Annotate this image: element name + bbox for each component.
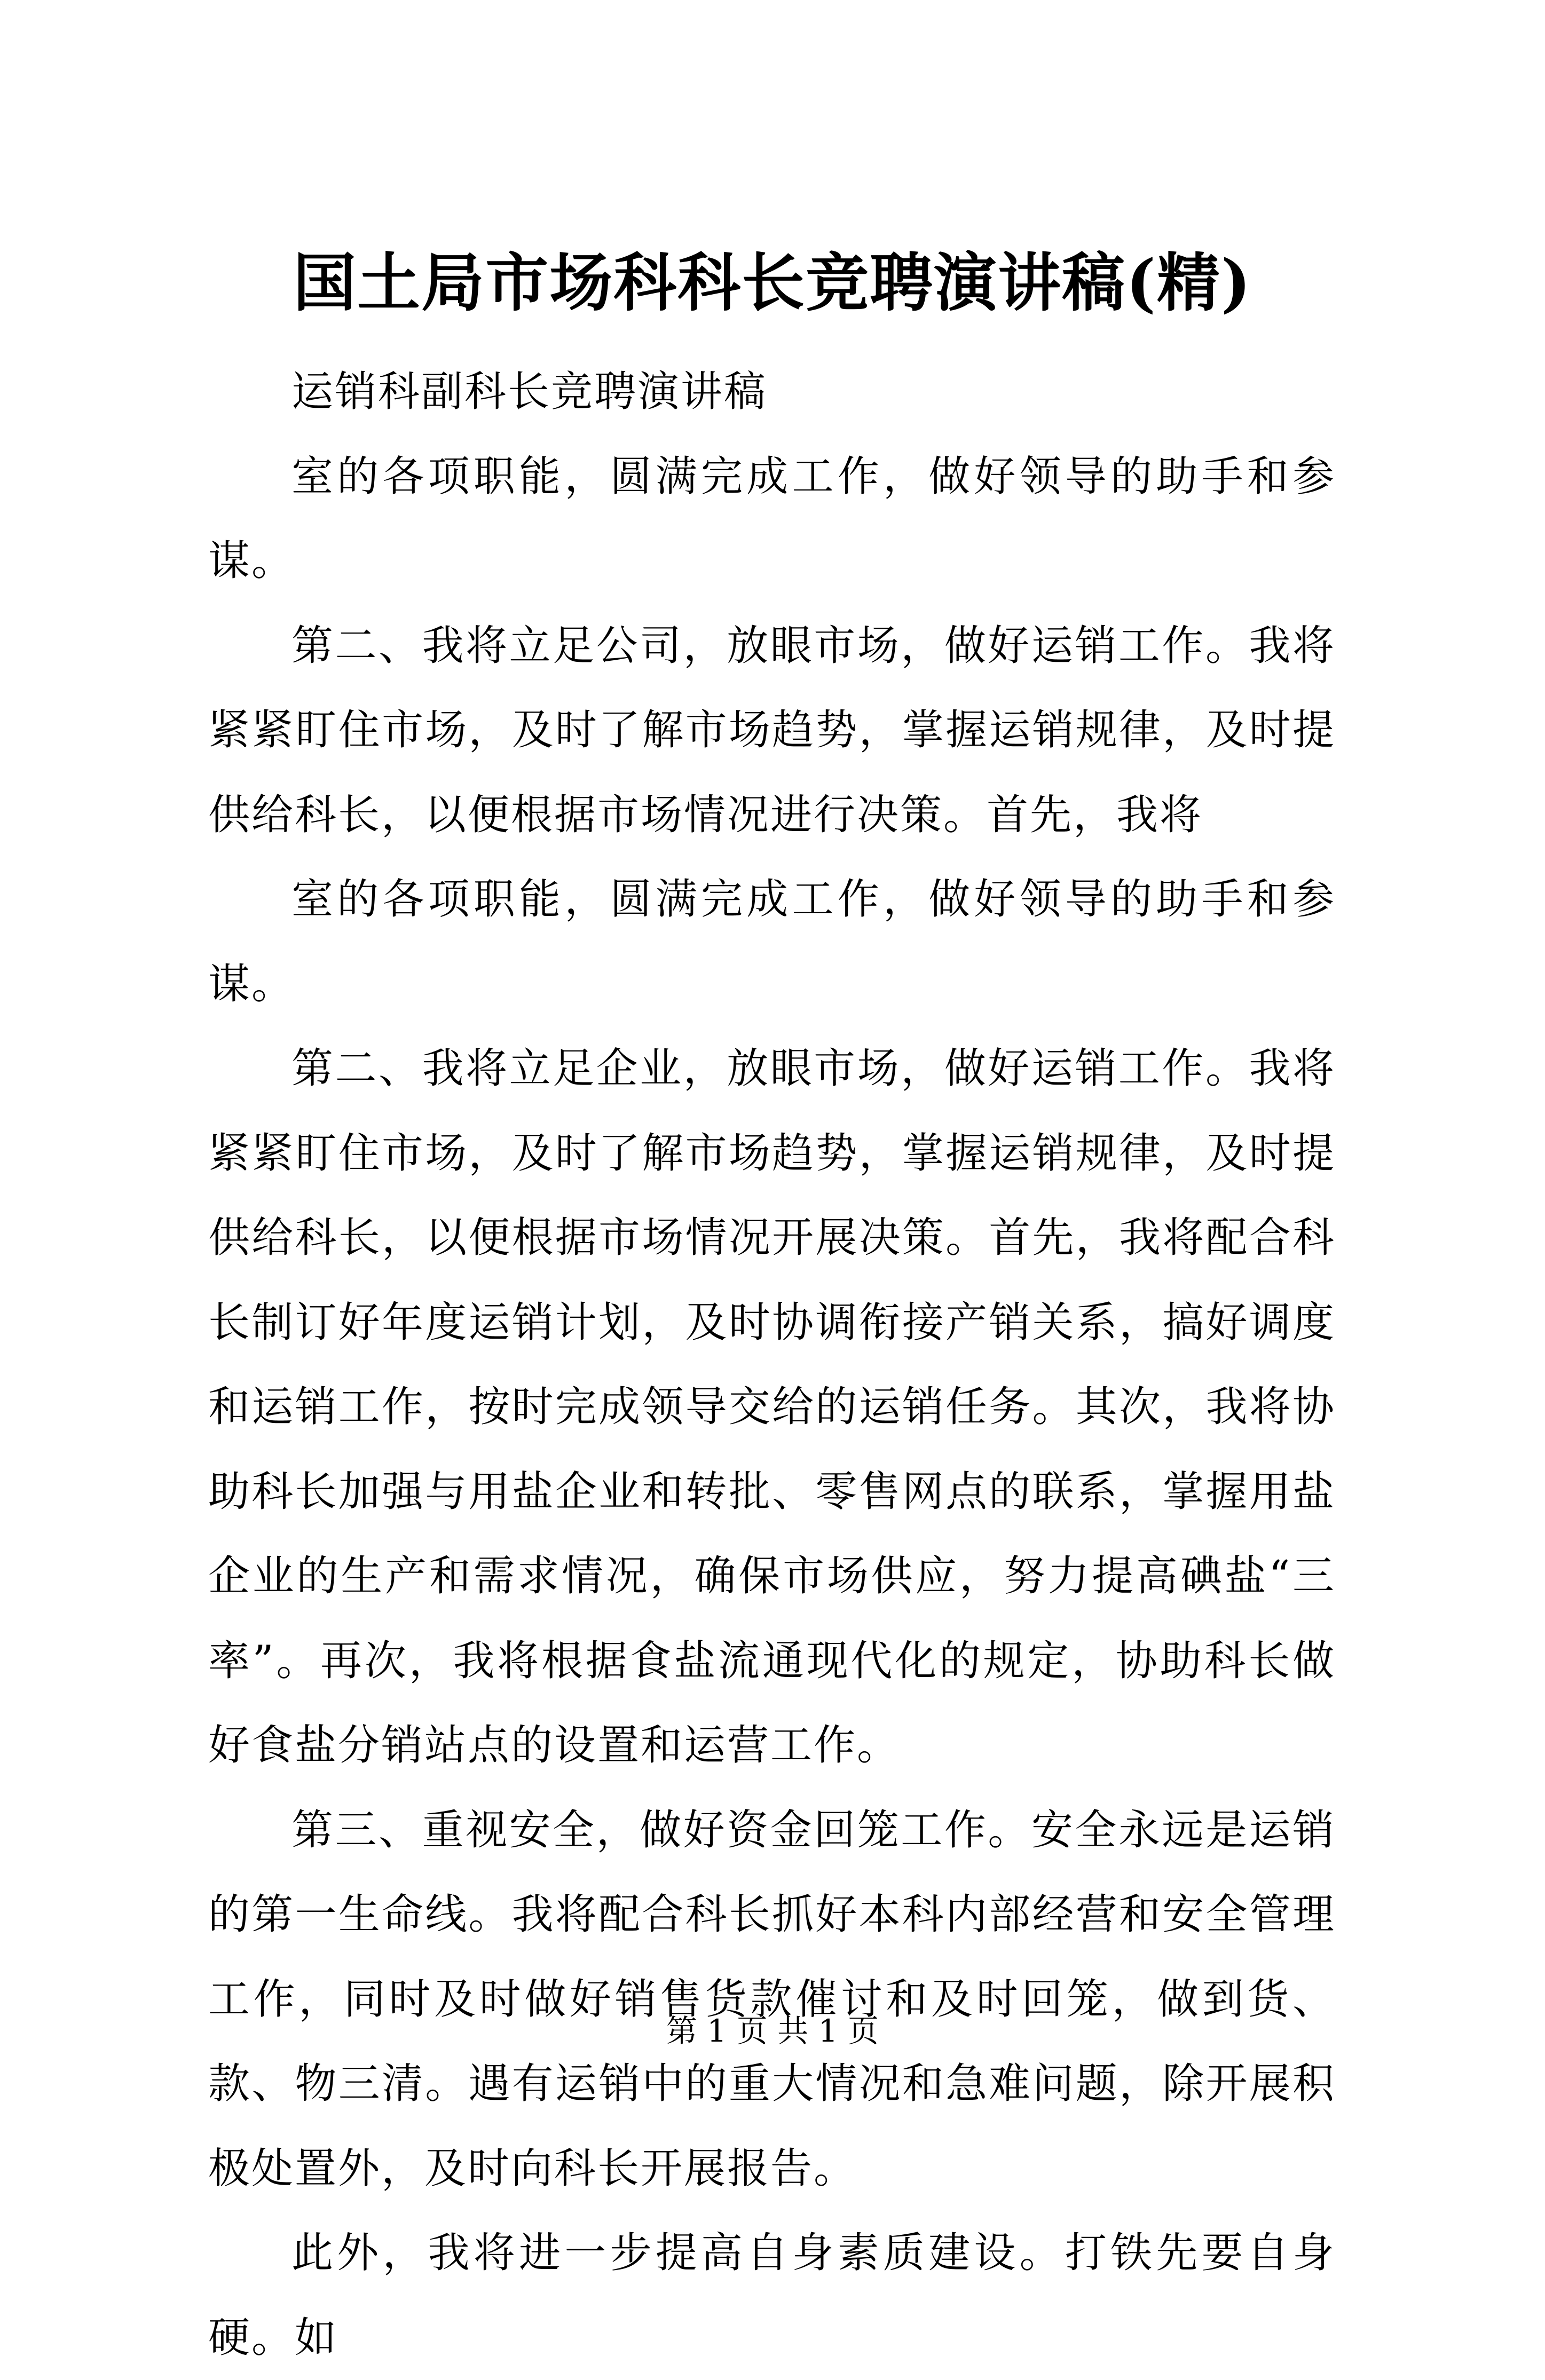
paragraph: 第二、我将立足企业，放眼市场，做好运销工作。我将紧紧盯住市场，及时了解市场趋势，掌握运销规律，及时提供给科长，以便根据市场情况开展决策。首先，我将配合科长制订好年度运销计划，及时协调衔接产销关系，搞好调度和运销工作，按时完成领导交给的运销任务。其次，我将协助科长加强与用盐企业和转批、零售网点的联系，掌握用盐企业的生产和需求情况，确保市场供应，努力提高碘盐“三率”。再次，我将根据食盐流通现代化的规定，协助科长做好食盐分销站点的设置和运营工作。 <box>208 1045 1336 1769</box>
paragraph: 此外，我将进一步提高自身素质建设。打铁先要自身硬。如 <box>208 2229 1336 2362</box>
paragraph: 第二、我将立足公司，放眼市场，做好运销工作。我将紧紧盯住市场，及时了解市场趋势，掌握运销规律，及时提供给科长，以便根据市场情况进行决策。首先，我将 <box>208 621 1336 839</box>
document-body <box>208 350 1336 2380</box>
document-title: 国土局市场科科长竞聘演讲稿(精) <box>293 246 1252 320</box>
paragraph: 运销科副科长竞聘演讲稿 <box>291 368 768 416</box>
paragraph: 第三、重视安全，做好资金回笼工作。安全永远是运销的第一生命线。我将配合科长抓好本科内部经营和安全管理工作，同时及时做好销售货款催讨和及时回笼，做到货、款、物三清。遇有运销中的重大情况和急难问题，除开展积极处置外，及时向科长开展报告。 <box>208 1806 1336 2193</box>
paragraph: 室的各项职能，圆满完成工作，做好领导的助手和参谋。 <box>208 452 1336 585</box>
page-footer: 第 1 页 共 1 页 <box>666 2013 879 2049</box>
paragraph: 室的各项职能，圆满完成工作，做好领导的助手和参谋。 <box>208 875 1336 1008</box>
